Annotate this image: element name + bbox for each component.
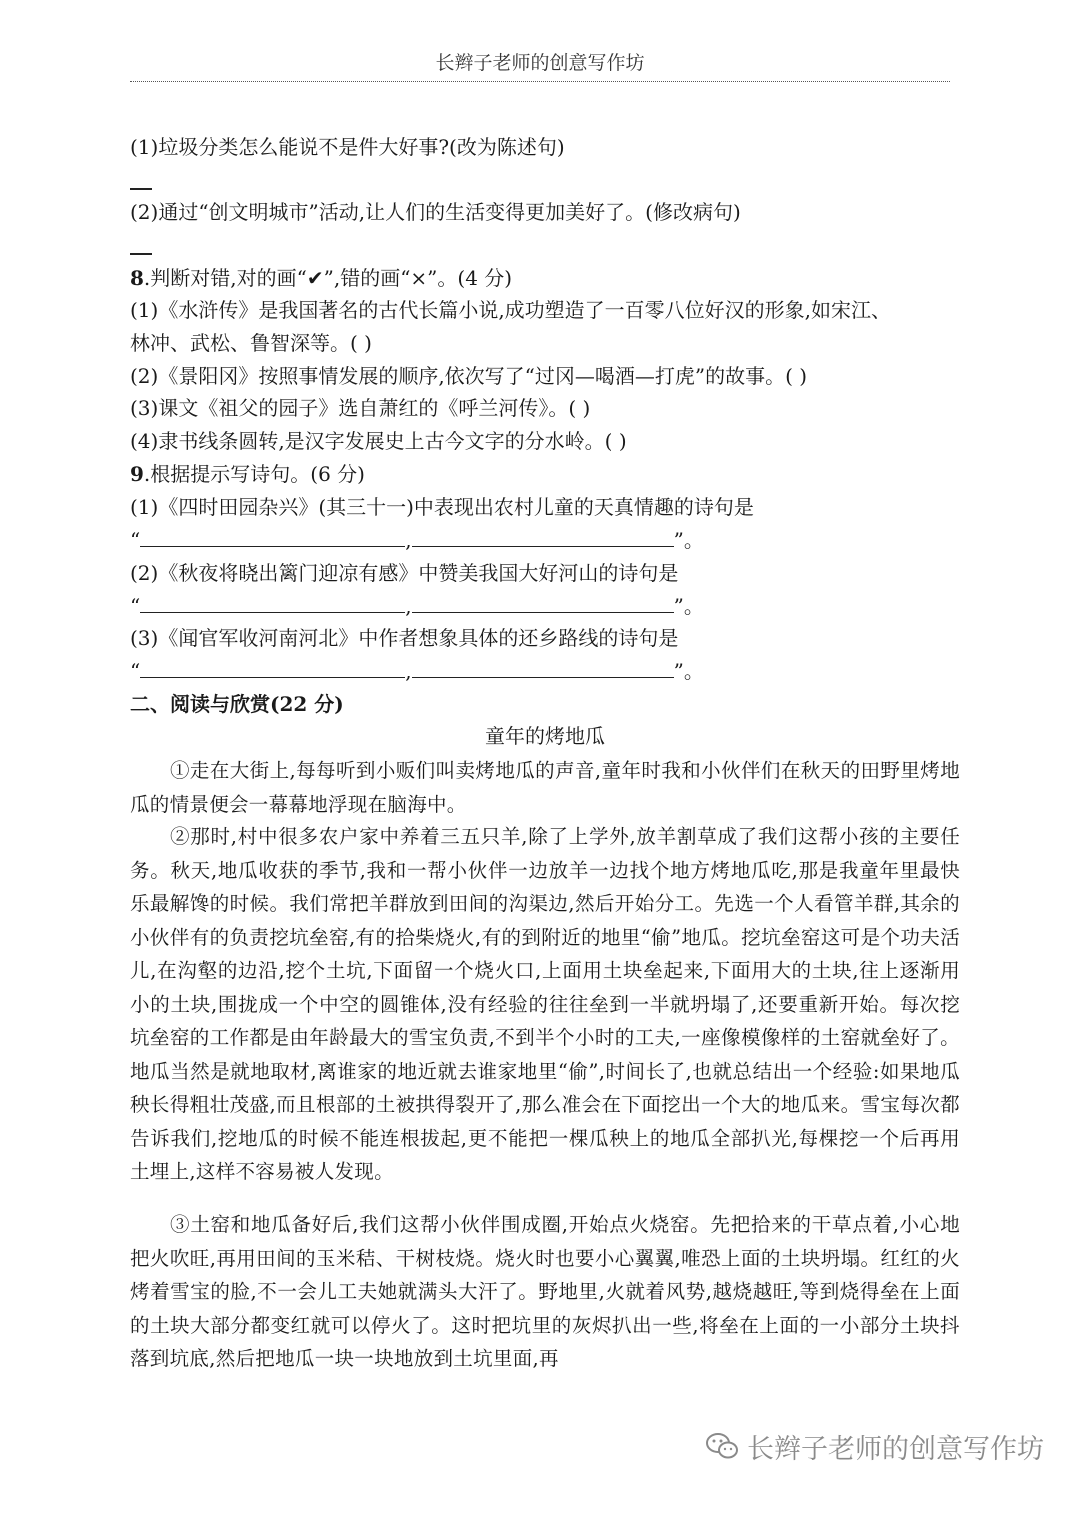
q9-number: 9 [130, 462, 144, 486]
q9-answer-row-3 [130, 655, 960, 687]
watermark [705, 1424, 1044, 1468]
answer-blank[interactable] [140, 590, 405, 613]
wechat-icon [705, 1431, 739, 1461]
q9-heading-text: .根据提示写诗句。(6 分) [143, 462, 365, 486]
q9-item-3: (3)《闻官军收河南河北》中作者想象具体的还乡路线的诗句是 [130, 626, 679, 650]
q8-heading-text: .判断对错,对的画“✔”,错的画“×”。(4 分) [143, 266, 513, 290]
answer-line-2 [130, 253, 152, 255]
paragraph-3: ③土窑和地瓜备好后,我们这帮小伙伴围成圈,开始点火烧窑。先把拾来的干草点着,小心地把火吹旺,再用田间的玉米秸、干树枝烧。烧火时也要小心翼翼,唯恐上面的土块坍塌。红红的火烤着雪宝的脸,不一会儿工夫她就满头大汗了。野地里,火就着风势,越烧越旺,等到烧得垒在上面的土块大部分都变红就可以停火了。这时把坑里的灰烬扒出一些,将垒在上面的一小部分土块抖落到坑底,然后把地瓜一块一块地放到土坑里面,再 [130, 1213, 960, 1370]
q8-number: 8 [130, 266, 144, 290]
answer-blank[interactable] [412, 655, 674, 678]
watermark-text: 长辫子老师的创意写作坊 [747, 1433, 1044, 1465]
answer-blank[interactable] [412, 524, 674, 547]
open-quote: “ [130, 528, 141, 552]
q8-item-3: (3)课文《祖父的园子》选自萧红的《呼兰河传》。( ) [130, 396, 591, 420]
answer-blank[interactable] [140, 655, 405, 678]
paragraph-2: ②那时,村中很多农户家中养着三五只羊,除了上学外,放羊割草成了我们这帮小孩的主要任务。秋天,地瓜收获的季节,我和一帮小伙伴一边放羊一边找个地方烤地瓜吃,那是我童年里最快乐最解馋的时候。我们常把羊群放到田间的沟渠边,然后开始分工。先选一个人看管羊群,其余的小伙伴有的负责挖坑垒窑,有的拾柴烧火,有的到附近的地里“偷”地瓜。挖坑垒窑这可是个功夫活儿,在沟壑的边沿,挖个土坑,下面留一个烧火口,上面用土块垒起来,下面用大的土块,往上逐渐用小的土块,围拢成一个中空的圆锥体,没有经验的往往垒到一半就坍塌了,还要重新开始。每次挖坑垒窑的工作都是由年龄最大的雪宝负责,不到半个小时的工夫,一座像模像样的土窑就垒好了。地瓜当然是就地取材,离谁家的地近就去谁家地里“偷”,时间长了,也就总结出一个经验:如果地瓜秧长得粗壮茂盛,而且根部的土被拱得裂开了,那么准会在下面挖出一个大的地瓜来。雪宝每次都告诉我们,挖地瓜的时候不能连根拔起,更不能把一棵瓜秧上的地瓜全部扒光,每棵挖一个后再用土埋上,这样不容易被人发现。 [130, 825, 960, 1183]
paragraph-1: ①走在大街上,每每听到小贩们叫卖烤地瓜的声音,童年时我和小伙伴们在秋天的田野里烤地瓜的情景便会一幕幕地浮现在脑海中。 [130, 759, 960, 816]
q8-item-2: (2)《景阳冈》按照事情发展的顺序,依次写了“过冈—喝酒—打虎”的故事。( ) [130, 364, 808, 388]
q9-heading [130, 458, 960, 490]
comma: , [405, 528, 412, 552]
page-header: 长辫子老师的创意写作坊 [130, 48, 950, 82]
q9-item-2: (2)《秋夜将晓出篱门迎凉有感》中赞美我国大好河山的诗句是 [130, 561, 679, 585]
q9-answer-row-1 [130, 524, 960, 556]
q9-item-1: (1)《四时田园杂兴》(其三十一)中表现出农村儿童的天真情趣的诗句是 [130, 495, 754, 519]
answer-line-1 [130, 188, 152, 190]
q9-answer-row-2 [130, 590, 960, 622]
q8-item-1-line-1: (1)《水浒传》是我国著名的古代长篇小说,成功塑造了一百零八位好汉的形象,如宋江、 [130, 298, 892, 322]
q7-sentence-2: (2)通过“创文明城市”活动,让人们的生活变得更加美好了。(修改病句) [130, 200, 741, 224]
comma: , [405, 659, 412, 683]
close-quote: ”。 [673, 594, 704, 618]
open-quote: “ [130, 594, 141, 618]
article-title: 童年的烤地瓜 [485, 724, 605, 748]
comma: , [405, 594, 412, 618]
section-2-heading: 二、阅读与欣赏(22 分) [130, 692, 344, 716]
q8-item-4: (4)隶书线条圆转,是汉字发展史上古今文字的分水岭。( ) [130, 429, 627, 453]
q8-heading [130, 262, 960, 294]
open-quote: “ [130, 659, 141, 683]
answer-blank[interactable] [140, 524, 405, 547]
answer-blank[interactable] [412, 590, 674, 613]
q7-sentence-1: (1)垃圾分类怎么能说不是件大好事?(改为陈述句) [130, 135, 565, 159]
close-quote: ”。 [673, 659, 704, 683]
q8-item-1-line-2: 林冲、武松、鲁智深等。( ) [130, 331, 372, 355]
close-quote: ”。 [673, 528, 704, 552]
